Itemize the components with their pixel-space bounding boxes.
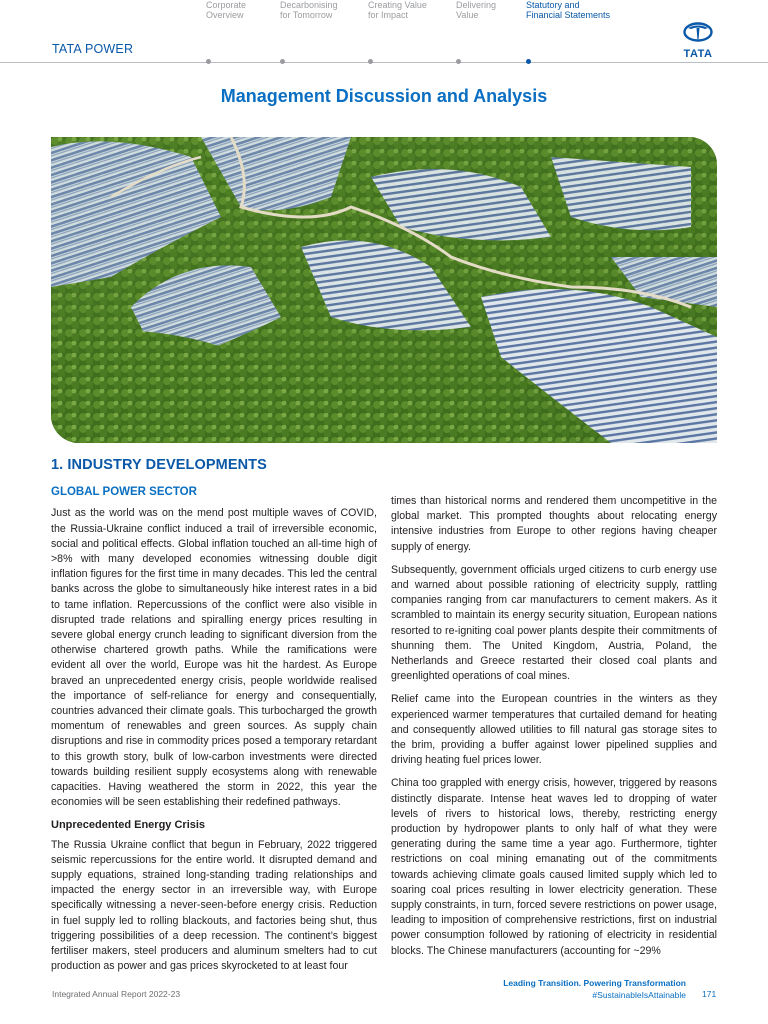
tata-power-brand: TATA POWER [52,42,134,56]
nav-dot [456,59,461,64]
nav-label-line1: Decarbonising [280,0,338,10]
body-paragraph: The Russia Ukraine conflict that begun in February, 2022 triggered seismic repercussions for the entire world. It disrupted demand and supply equations, strained long-standing trading relationships and impacted the energy sector in an irreversible way, with Europe specifically witnessing a never-seen-before energy crisis. Reduction in fuel supply led to rolling blackouts, and factories being shut, thus triggering possibilities of a deep recession. The continent’s biggest fertiliser makers, steel producers and aluminum smelters had to cut production as power and gas prices skyrocketed to at least four [51,838,377,973]
page-title: Management Discussion and Analysis [220,86,548,106]
footer-tagline [503,977,686,1001]
nav-label-line1: Creating Value [368,0,427,10]
tata-logo-text: TATA [683,48,713,60]
page-number: 171 [702,989,717,999]
tata-emblem-icon [683,22,713,42]
subsection-heading: GLOBAL POWER SECTOR [51,486,197,499]
nav-label-line2: Overview [206,10,244,20]
nav-delivering-value[interactable] [456,0,496,20]
solar-farm-illustration [51,137,717,443]
tata-logo [678,22,718,60]
left-column [51,458,377,983]
nav-statutory-financial[interactable] [526,0,610,20]
nav-label-line1: Delivering [456,0,497,10]
body-paragraph: China too grappled with energy crisis, however, triggered by reasons distinctly disparate. Intense heat waves led to dropping of water levels of rivers to historical lows, thereby, restricting energy production by hydropower plants to only half of what they were generating during the same time a year ago. Furthermore, tighter restrictions on coal mining emanating out of the commitments towards achieving climate goals caused limited supply which led to soaring coal prices resulting in lower electricity generation. These supply constraints, in turn, forced severe restrictions on power usage, leading to imposition of comprehensive restrictions, first on industrial power consumption followed by rationing of electricity in residential blocks. The Chinese manufacturers (accounting for ~29% [391,777,717,957]
nav-label-line1: Statutory and [526,0,580,10]
nav-label-line2: Value [456,10,479,20]
body-paragraph: Subsequently, government officials urged citizens to curb energy use and warned about possible rationing of electricity supply, rattling companies ranging from car manufacturers to cement makers. As it scrambled to maintain its energy security situation, European nations resorted to re-igniting coal power plants despite their commitments of shunning them. The United Kingdom, Austria, Poland, the Netherlands and Greece restarted their closed coal plants and greenlighted operations of coal mines. [391,563,717,683]
nav-label-line2: for Tomorrow [280,10,333,20]
tagline-hashtag: #SustainableIsAttainable [592,990,686,1000]
report-name: Integrated Annual Report 2022-23 [52,989,181,999]
page-header [0,0,768,66]
solar-farm-photo [51,137,717,443]
nav-creating-value[interactable] [368,0,427,20]
nav-dot-active [526,59,531,64]
nav-dot [206,59,211,64]
section-heading: 1. INDUSTRY DEVELOPMENTS [51,457,267,473]
nav-label-line2: for Impact [368,10,409,20]
nav-decarbonising[interactable] [280,0,338,20]
right-column [391,494,717,967]
body-paragraph: times than historical norms and rendered them uncompetitive in the global market. This prompted thoughts about relocating energy intensive industries from Europe to other regions having cheaper supply of energy. [391,495,717,553]
body-paragraph: Just as the world was on the mend post multiple waves of COVID, the Russia-Ukraine conflict induced a trail of irreversible economic, social and political effects. Global inflation touched an all-time high of >8% with many developed economies witnessing double digit inflation figures for the first time in many decades. This led the central banks across the globe to simultaneously hike interest rates in a bid to tame inflation. Repercussions of the conflict were also visible in disrupted trade relations and spiralling energy prices resulting in severe global energy crunch leading to significant diversion from the otherwise chartered growth paths. While the ramifications were evident all over the world, Europe was hit the hardest. As Europe braved an unprecedented energy crisis, people worldwide realised the importance of self-reliance for energy and consequentially, countries advanced their climate goals. This turbocharged the growth momentum of renewables and green sources. As supply chain disruptions and rise in commodity prices posed a temporary retardant to this growth story, bulk of low-carbon investments were directed towards building resilient supply ecosystems along with renewable capacities. Having weathered the storm in 2022, this year the economies will be seen establishing their redefined pathways. [51,507,377,809]
nav-label-line1: Corporate [206,0,247,10]
nav-dot [368,59,373,64]
header-divider [0,62,768,63]
nav-corporate-overview[interactable] [206,0,246,20]
nav-dot [280,59,285,64]
body-paragraph: Relief came into the European countries in the winters as they experienced warmer temperatures that curtailed demand for heating and consequently allowed utilities to fill natural gas storage sites to the brim, providing a buffer against lower pipelined supplies and driving heating fuel prices lower. [391,693,717,767]
minor-heading: Unprecedented Energy Crisis [51,819,206,832]
tagline-primary: Leading Transition. Powering Transformation [503,978,686,988]
nav-label-line2: Financial Statements [526,10,611,20]
